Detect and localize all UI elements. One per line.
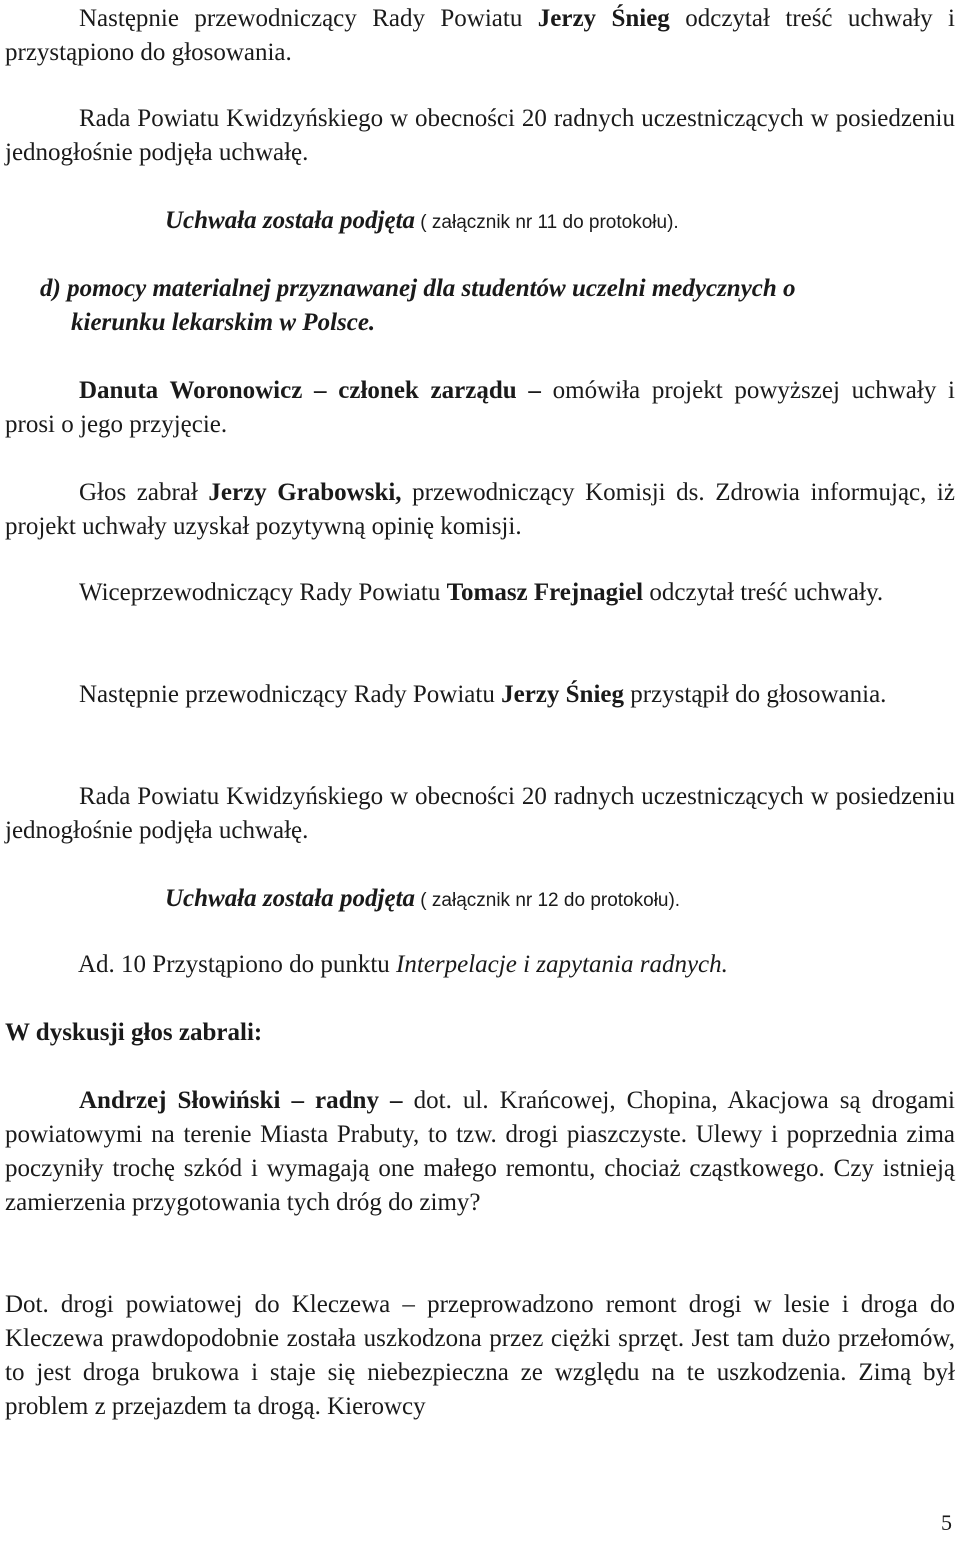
paragraph-slowinski [5, 1084, 955, 1220]
person-name: Jerzy Śnieg [501, 681, 624, 708]
paragraph-chairman-reading [5, 2, 955, 70]
text: odczytał treść uchwały i przystąpiono do głosowania. [5, 5, 955, 66]
paragraph-kleczewo-road: Dot. drogi powiatowej do Kleczewa – przeprowadzono remont drogi w lesie i droga do Kleczewa prawdopodobnie została uszkodzona przez ciężki sprzęt. Jest tam dużo przełomów, to jest droga brukowa i staje się niebezpieczna ze względu na te uszkodzenia. Zimą był problem z przejazdem ta drogą. Kierowcy [5, 1291, 955, 1420]
text: Głos zabrał [79, 479, 209, 506]
text: Wiceprzewodniczący Rady Powiatu [79, 579, 447, 606]
paragraph-frejnagiel [5, 576, 955, 610]
section-heading-d [40, 272, 955, 340]
text: Ad. 10 Przystąpiono do punktu [78, 951, 397, 978]
text: omówiła projekt powyższej uchwały i prosi o jego przyjęcie. [5, 377, 955, 438]
paragraph-council-vote: Rada Powiatu Kwidzyńskiego w obecności 20 radnych uczestniczących w posiedzeniu jednogłośnie podjęła uchwałę. [5, 105, 955, 166]
text: Następnie przewodniczący Rady Powiatu [79, 681, 502, 708]
paragraph-council-vote-2: Rada Powiatu Kwidzyńskiego w obecności 20 radnych uczestniczących w posiedzeniu jednogłośnie podjęła uchwałę. [5, 783, 955, 844]
agenda-item-10 [78, 948, 728, 982]
heading-line: d) pomocy materialnej przyznawanej dla studentów uczelni medycznych o [40, 275, 796, 302]
resolution-label: Uchwała została podjęta [165, 207, 416, 234]
person-name: Andrzej Słowiński – radny – [79, 1087, 403, 1114]
resolution-label: Uchwała została podjęta [165, 885, 416, 912]
attachment-note: ( załącznik nr 12 do protokołu). [415, 890, 681, 911]
person-name: Tomasz Frejnagiel [446, 579, 644, 606]
resolution-adopted-12 [165, 882, 680, 918]
discussion-heading: W dyskusji głos zabrali: [5, 1019, 263, 1046]
attachment-note: ( załącznik nr 11 do protokołu). [415, 212, 679, 233]
text: przystąpił do głosowania. [623, 681, 887, 708]
page-number: 5 [941, 1510, 952, 1535]
paragraph-woronowicz [5, 374, 955, 442]
person-name: Jerzy Grabowski, [208, 479, 402, 506]
paragraph-grabowski [5, 476, 955, 544]
heading-line: kierunku lekarskim w Polsce. [71, 309, 376, 336]
resolution-adopted-11 [165, 204, 679, 240]
agenda-topic: Interpelacje i zapytania radnych. [396, 951, 728, 978]
person-name: Danuta Woronowicz – członek zarządu – [79, 377, 541, 404]
text: odczytał treść uchwały. [643, 579, 884, 606]
text: dot. ul. Krańcowej, Chopina, Akacjowa są drogami powiatowymi na terenie Miasta Prabuty, to tzw. drogi piaszczyste. Ulewy i poprzednia zima poczyniły trochę szkód i wymagają one małego remontu, chociaż cząstkowego. Czy istnieją zamierzenia przygotowania tych dróg do zimy? [5, 1087, 955, 1216]
text: Następnie przewodniczący Rady Powiatu [79, 5, 538, 32]
person-name: Jerzy Śnieg [537, 5, 670, 32]
paragraph-chairman-vote [5, 678, 955, 712]
text: przewodniczący Komisji ds. Zdrowia informując, iż projekt uchwały uzyskał pozytywną opinię komisji. [5, 479, 955, 540]
